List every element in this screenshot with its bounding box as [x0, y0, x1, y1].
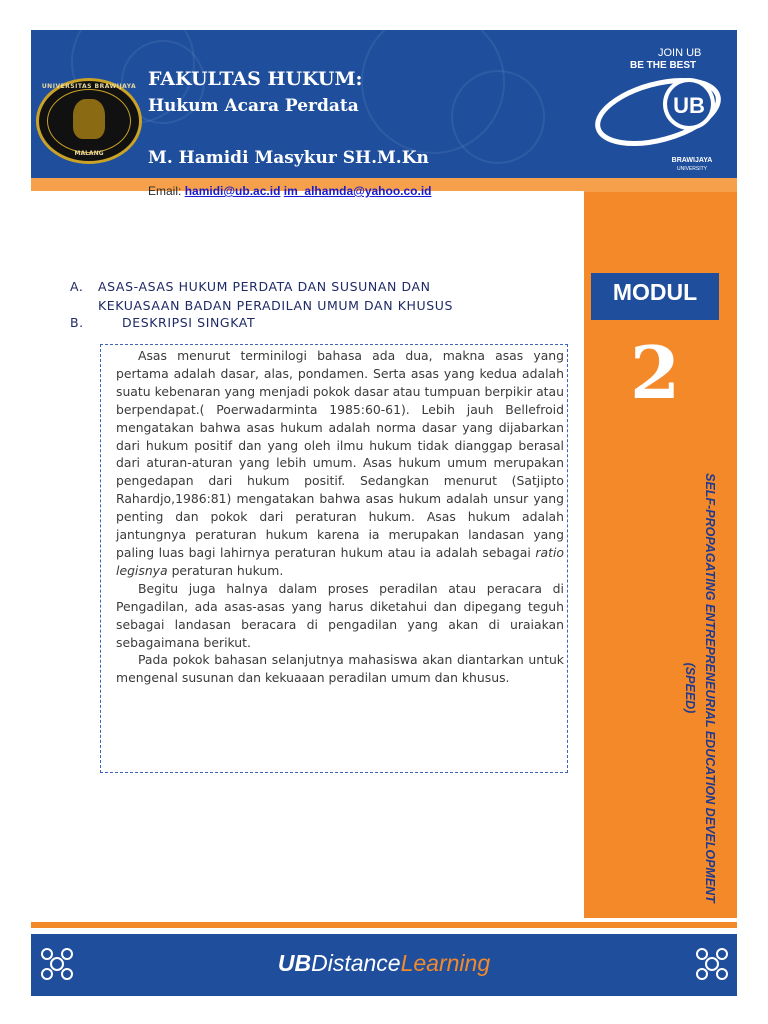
university-seal-logo — [36, 78, 142, 164]
section-a-title-line2: KEKUASAAN BADAN PERADILAN UMUM DAN KHUSUS — [98, 298, 454, 313]
email-link-yahoo[interactable]: im_alhamda@yahoo.co.id — [283, 184, 432, 198]
description-text — [116, 347, 564, 687]
ub-tagline-join: JOIN UB — [658, 47, 702, 59]
modul-number: 2 — [629, 330, 681, 415]
brand-learning: Learning — [400, 950, 491, 976]
section-a-letter: A. — [70, 279, 84, 294]
paragraph-2: Begitu juga halnya dalam proses peradilan atau peracara di Pengadilan, ada asas-asas yang harus diketahui dan dipegang teguh sebagai landasan beracara di pengadilan yang akan di uraiakan sebagaimana berikut. — [116, 580, 564, 650]
ub-logo — [586, 40, 732, 172]
ub-logo-letters: UB — [673, 93, 705, 118]
paragraph-3: Pada pokok bahasan selanjutnya mahasiswa akan diantarkan untuk mengenal susunan dan kekuaaan peradilan umum dan khusus. — [116, 652, 564, 686]
ub-distance-learning-brand — [31, 950, 737, 977]
modul-label: MODUL — [591, 273, 719, 320]
speed-line2: (SPEED) — [683, 662, 697, 714]
email-label: Email: — [148, 184, 182, 198]
ratio-legis-italic: ratio legisnya — [116, 544, 564, 578]
section-b-letter: B. — [70, 315, 84, 330]
ub-logo-sub: UNIVERSITY — [676, 166, 708, 172]
author-name: M. Hamidi Masykur SH.M.Kn — [148, 148, 429, 168]
seal-figure-icon — [73, 99, 105, 139]
paragraph-1: Asas menurut terminilogi bahasa ada dua, makna asas yang pertama adalah dasar, alas, pondamen. Serta asas yang kedua adalah suatu kebenaran yang menjadi pokok dasar atau tumpuan berpikir atau berpendapat.( Poerwadarminta 1985:60-61). Lebih jauh Bellefroid mengatakan bahwa asas hukum adalah norma dasar yang dijabarkan dari hukum positif dan yang oleh ilmu hukum tidak dianggap berasal dari aturan-aturan yang lebih umum. Asas hukum umum merupakan pengedapan dari hukum positif. Sedangkan menurut (Satjipto Rahardjo,1986:81) mengatakan bahwa asas hukum adalah unsur yang penting dan pokok dari peraturan hukum. Asas hukum adalah jantungnya peraturan hukum karena ia merupakan landasan yang paling luas bagi lahirnya peraturan hukum atau ia adalah sebagai ratio legisnya peraturan hukum. — [116, 348, 564, 578]
email-link-ub[interactable]: hamidi@ub.ac.id — [184, 184, 281, 198]
ub-tagline-best: BE THE BEST — [630, 60, 697, 71]
email-line — [148, 184, 432, 198]
seal-bottom-text: MALANG — [74, 150, 104, 157]
section-b-title: DESKRIPSI SINGKAT — [122, 315, 256, 330]
seal-top-text: UNIVERSITAS BRAWIJAYA — [41, 83, 137, 90]
brand-ub: UB — [277, 950, 312, 976]
footer-orange-line — [31, 922, 737, 928]
speed-line1: SELF-PROPAGATING ENTREPRENEURIAL EDUCATION DEVELOPMENT — [703, 473, 717, 903]
ub-logo-name: BRAWIJAYA — [671, 157, 713, 164]
course-title: Hukum Acara Perdata — [148, 96, 359, 116]
faculty-title: FAKULTAS HUKUM: — [148, 68, 363, 90]
brand-distance: Distance — [311, 950, 401, 976]
section-a-title-line1: ASAS-ASAS HUKUM PERDATA DAN SUSUNAN DAN — [98, 279, 431, 294]
speed-vertical-text — [660, 468, 720, 908]
